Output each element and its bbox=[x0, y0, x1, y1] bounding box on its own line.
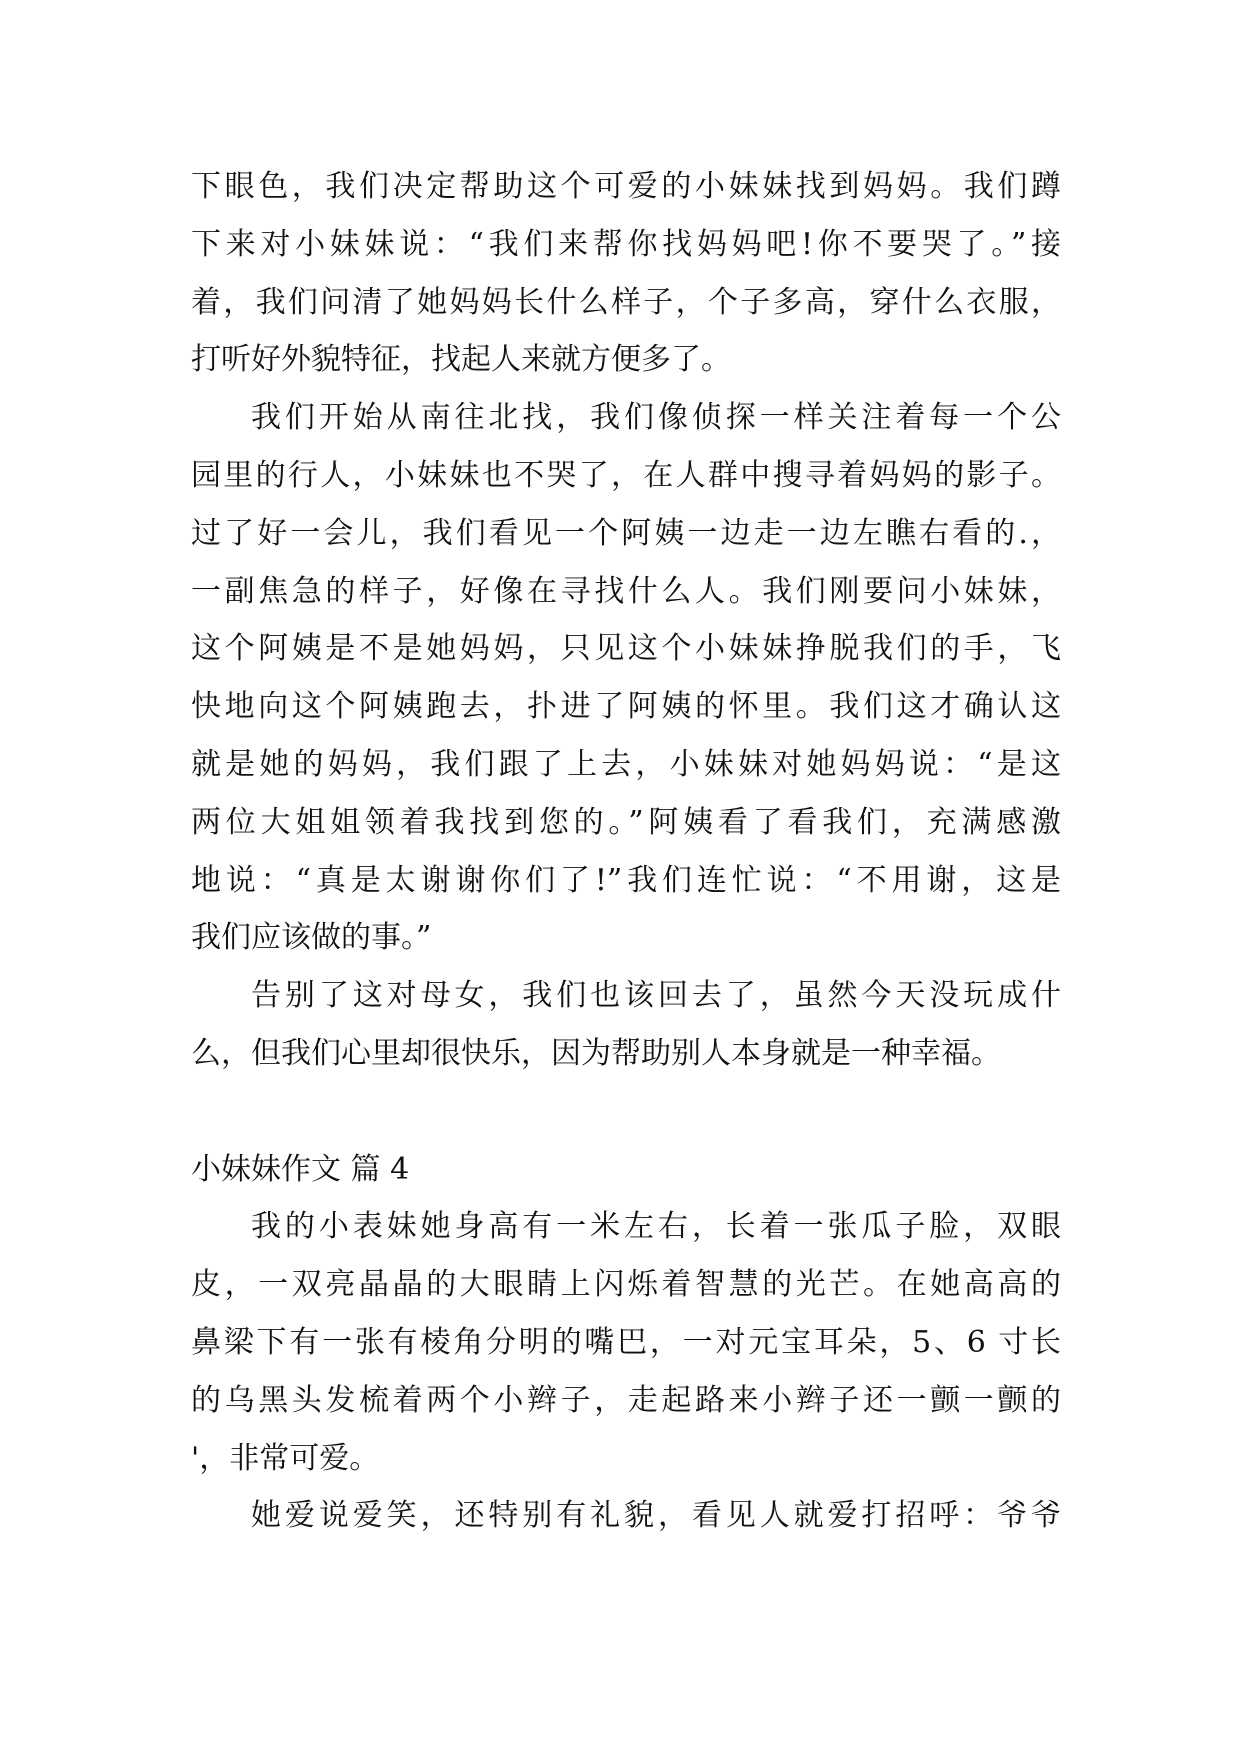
text-line: 她爱说爱笑，还特别有礼貌，看见人就爱打招呼：爷爷 bbox=[251, 1498, 1061, 1534]
text-line: 下眼色，我们决定帮助这个可爱的小妹妹找到妈妈。我们蹲 bbox=[191, 169, 1061, 204]
text-line: 皮，一双亮晶晶的大眼睛上闪烁着智慧的光芒。在她高高的 bbox=[191, 1267, 1061, 1303]
paragraph bbox=[191, 1487, 1061, 1545]
text-line: 这个阿姨是不是她妈妈，只见这个小妹妹挣脱我们的手，飞 bbox=[191, 631, 1061, 667]
section-heading: 小妹妹作文 篇 4 bbox=[191, 1151, 410, 1187]
paragraph bbox=[191, 967, 1061, 1083]
text-line: 两位大姐姐领着我找到您的。”阿姨看了看我们，充满感激 bbox=[191, 804, 1061, 840]
paragraph bbox=[191, 1198, 1061, 1487]
text-line: 鼻梁下有一张有棱角分明的嘴巴，一对元宝耳朵，5、6 寸长 bbox=[191, 1324, 1061, 1360]
text-line: 我们应该做的事。” bbox=[191, 920, 432, 956]
text-line: 么，但我们心里却很快乐，因为帮助别人本身就是一种幸福。 bbox=[191, 1035, 1001, 1071]
text-line: 的乌黑头发梳着两个小辫子，走起路来小辫子还一颤一颤的 bbox=[191, 1382, 1061, 1418]
text-line: 快地向这个阿姨跑去，扑进了阿姨的怀里。我们这才确认这 bbox=[191, 689, 1061, 725]
document-body bbox=[191, 158, 1061, 1545]
text-line: 一副焦急的样子，好像在寻找什么人。我们刚要问小妹妹， bbox=[191, 573, 1061, 609]
paragraph bbox=[191, 389, 1061, 967]
text-line: 下来对小妹妹说：“我们来帮你找妈妈吧!你不要哭了。”接 bbox=[191, 226, 1061, 262]
text-line: 告别了这对母女，我们也该回去了，虽然今天没玩成什 bbox=[251, 978, 1061, 1014]
text-line: 我们开始从南往北找，我们像侦探一样关注着每一个公 bbox=[251, 400, 1061, 436]
text-line: 我的小表妹她身高有一米左右，长着一张瓜子脸，双眼 bbox=[251, 1209, 1061, 1245]
text-line: 就是她的妈妈，我们跟了上去，小妹妹对她妈妈说：“是这 bbox=[191, 746, 1061, 782]
text-line: 打听好外貌特征，找起人来就方便多了。 bbox=[191, 342, 731, 378]
paragraph bbox=[191, 158, 1061, 389]
text-line: '，非常可爱。 bbox=[191, 1440, 380, 1476]
text-line: 过了好一会儿，我们看见一个阿姨一边走一边左瞧右看的.， bbox=[191, 515, 1061, 551]
text-line: 园里的行人，小妹妹也不哭了，在人群中搜寻着妈妈的影子。 bbox=[191, 457, 1061, 493]
text-line: 地说：“真是太谢谢你们了!”我们连忙说：“不用谢，这是 bbox=[191, 862, 1061, 898]
text-line: 着，我们问清了她妈妈长什么样子，个子多高，穿什么衣服， bbox=[191, 284, 1061, 320]
